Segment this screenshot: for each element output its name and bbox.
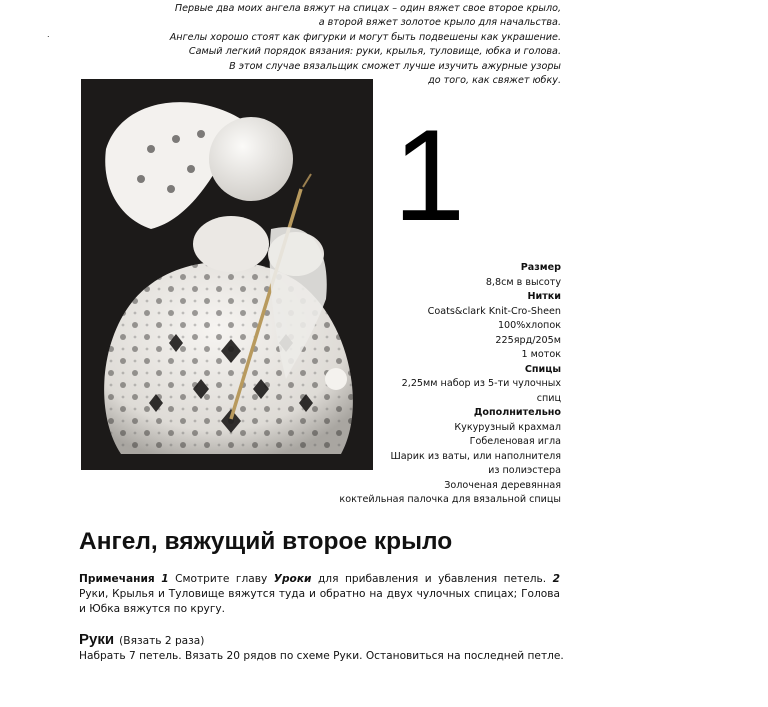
yarn-label: Нитки <box>527 291 561 302</box>
note-text: Руки, Крылья и Туловище вяжутся туда и обратно на двух чулочных спицах; Голова и Юбка вяжутся по кругу. <box>79 587 560 615</box>
extras-line: из полиэстера <box>488 465 561 476</box>
note-text: Смотрите главу <box>175 573 268 585</box>
size-label: Размер <box>520 262 561 273</box>
intro-line: а второй вяжет золотое крыло для начальства. <box>318 17 561 29</box>
yarn-line: Coats&clark Knit-Cro-Sheen <box>427 305 561 317</box>
yarn-line: 100%хлопок <box>497 320 561 331</box>
needles-line: спиц <box>536 392 561 404</box>
notes-label: Примечания <box>79 573 155 585</box>
materials-list <box>301 261 561 508</box>
arms-heading: Руки <box>79 631 115 648</box>
yarn-line: 1 моток <box>521 349 561 360</box>
extras-line: Гобеленовая игла <box>469 436 561 447</box>
stray-mark: . <box>47 30 50 39</box>
extras-line: Кукурузный крахмал <box>454 421 561 433</box>
intro-line: Первые два моих ангела вяжут на спицах – один вяжет свое второе крыло, <box>174 3 561 14</box>
needles-label: Спицы <box>524 363 561 375</box>
note-text: для прибавления и убавления петель. <box>317 573 547 585</box>
arms-subheading: (Вязать 2 раза) <box>119 635 205 647</box>
arms-instructions: Набрать 7 петель. Вязать 20 рядов по схеме Руки. Остановиться на последней петле. <box>79 650 564 662</box>
intro-text <box>91 2 561 88</box>
intro-line: Самый легкий порядок вязания: руки, крылья, туловище, юбка и голова. <box>188 46 561 58</box>
intro-line: Ангелы хорошо стоят как фигурки и могут быть подвешены как украшение. <box>169 31 561 43</box>
notes-paragraph <box>79 572 560 616</box>
extras-line: Золоченая деревянная <box>444 479 561 491</box>
note-number: 2 <box>552 573 561 585</box>
yarn-line: 225ярд/205м <box>495 334 561 346</box>
chapter-reference: Уроки <box>273 573 312 585</box>
size-value: 8,8см в высоту <box>485 276 561 288</box>
extras-line: Шарик из ваты, или наполнителя <box>390 450 561 462</box>
arms-section-heading <box>79 629 204 648</box>
pattern-number: 1 <box>393 102 466 248</box>
intro-line: до того, как свяжет юбку. <box>428 75 561 87</box>
note-number: 1 <box>161 573 169 585</box>
intro-line: В этом случае вязальщик сможет лучше изучить ажурные узоры <box>229 60 561 72</box>
extras-line: коктейльная палочка для вязальной спицы <box>339 494 561 505</box>
needles-line: 2,25мм набор из 5-ти чулочных <box>401 378 561 389</box>
page-title: Ангел, вяжущий второе крыло <box>79 528 453 555</box>
extras-label: Дополнительно <box>473 407 561 418</box>
